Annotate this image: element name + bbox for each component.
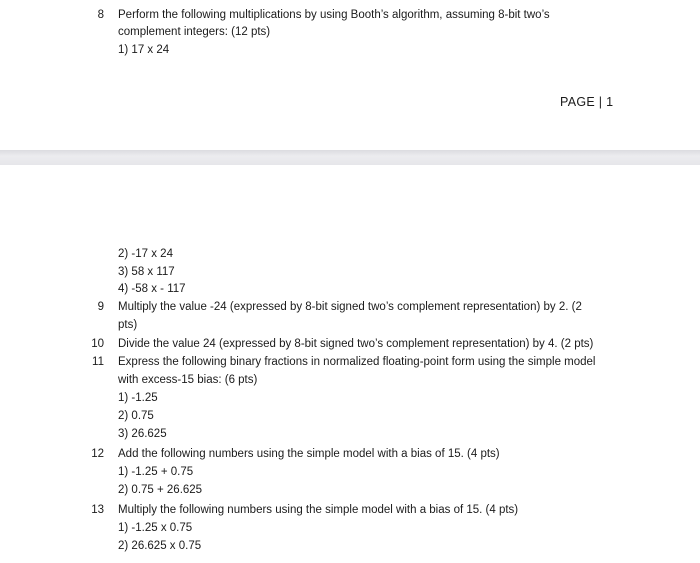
page-break-divider	[0, 150, 700, 165]
question-13-item-1: 1) -1.25 x 0.75	[118, 522, 193, 534]
question-9-text-line-1: Multiply the value -24 (expressed by 8-bit signed two’s complement representation) by 2. (2	[118, 301, 582, 313]
question-11-item-1: 1) -1.25	[118, 392, 158, 404]
question-10-number: 10	[91, 338, 104, 350]
question-12-item-2: 2) 0.75 + 26.625	[118, 484, 203, 496]
question-10-text-line-1: Divide the value 24 (expressed by 8-bit signed two’s complement representation) by 4. (2 pts)	[118, 338, 594, 350]
question-8-text-line-1: Perform the following multiplications by using Booth’s algorithm, assuming 8-bit two’s	[118, 9, 550, 21]
question-8-number: 8	[97, 9, 104, 21]
document-page-2	[0, 165, 700, 563]
question-13-item-2: 2) 26.625 x 0.75	[118, 540, 202, 552]
question-13-number: 13	[91, 504, 104, 516]
question-11-text-line-2: with excess-15 bias: (6 pts)	[118, 374, 258, 386]
question-11-text-line-1: Express the following binary fractions in normalized floating-point form using the simple model	[118, 356, 596, 368]
question-13-text-line-1: Multiply the following numbers using the simple model with a bias of 15. (4 pts)	[118, 504, 519, 516]
question-8-item-2: 2) -17 x 24	[118, 248, 173, 260]
question-12-text-line-1: Add the following numbers using the simple model with a bias of 15. (4 pts)	[118, 448, 500, 460]
question-12-item-1: 1) -1.25 + 0.75	[118, 466, 194, 478]
question-8-item-3: 3) 58 x 117	[118, 266, 175, 278]
question-9-number: 9	[97, 301, 104, 313]
question-11-item-2: 2) 0.75	[118, 410, 154, 422]
question-9-text-line-2: pts)	[118, 319, 138, 331]
question-11-number: 11	[92, 356, 104, 368]
question-8-item-4: 4) -58 x - 117	[118, 283, 186, 295]
question-8-text-line-2: complement integers: (12 pts)	[118, 26, 271, 38]
question-12-number: 12	[91, 448, 104, 460]
question-8-item-1: 1) 17 x 24	[118, 44, 170, 56]
question-11-item-3: 3) 26.625	[118, 428, 167, 440]
page-number-footer: PAGE | 1	[560, 95, 614, 109]
document-page-1	[0, 0, 700, 150]
